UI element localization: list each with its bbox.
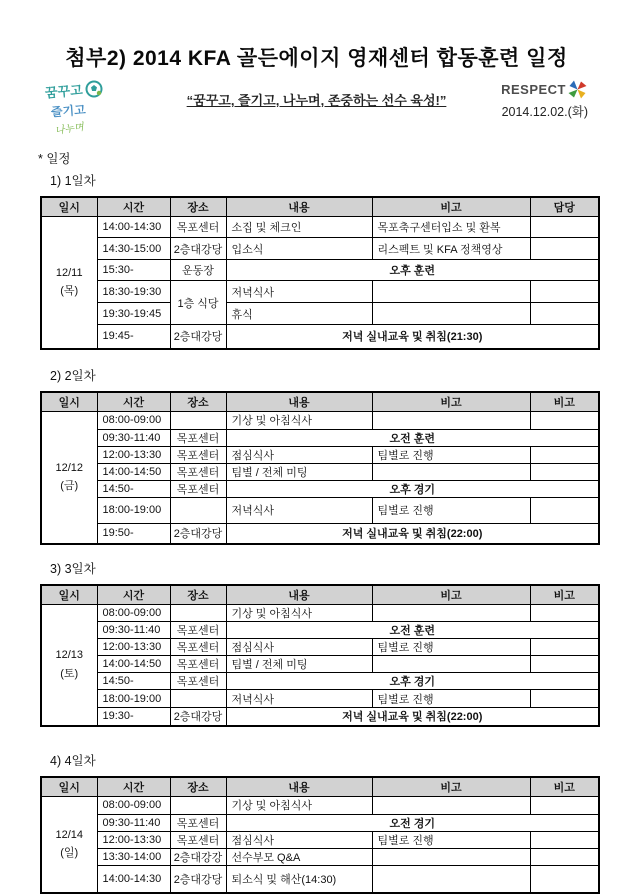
extra-cell	[530, 690, 599, 708]
schedule-table-day4	[40, 776, 600, 895]
table-row	[41, 865, 599, 893]
extra-cell	[530, 865, 599, 893]
document-header	[0, 78, 633, 136]
note-cell: 팀별로 진행	[372, 497, 530, 523]
merged-activity-cell: 오전 경기	[226, 814, 599, 831]
logo-text-line1: 꿈꾸고	[44, 82, 84, 101]
date-cell: 12/11 (목)	[41, 217, 97, 349]
column-header: 내용	[226, 197, 372, 217]
content-cell: 점심식사	[226, 446, 372, 463]
place-cell: 목포센터	[170, 480, 226, 497]
note-cell: 목포축구센터입소 및 환복	[372, 217, 530, 238]
place-cell: 2층대강강	[170, 848, 226, 865]
place-cell: 목포센터	[170, 622, 226, 639]
column-header: 일시	[41, 777, 97, 797]
extra-cell	[530, 303, 599, 325]
day-section-2	[0, 366, 633, 546]
date-cell: 12/14 (일)	[41, 796, 97, 893]
table-row	[41, 523, 599, 544]
schedule-table-day2	[40, 391, 600, 546]
column-header: 비고	[530, 585, 599, 605]
extra-cell	[530, 497, 599, 523]
note-cell	[372, 848, 530, 865]
column-header: 비고	[530, 392, 599, 412]
place-cell: 2층대강당	[170, 523, 226, 544]
page-title: 첨부2) 2014 KFA 골든에이지 영재센터 합동훈련 일정	[65, 47, 568, 70]
column-header: 담당	[530, 197, 599, 217]
table-row	[41, 656, 599, 673]
time-cell: 19:30-19:45	[97, 303, 170, 325]
column-header: 내용	[226, 585, 372, 605]
time-cell: 09:30-11:40	[97, 622, 170, 639]
extra-cell	[530, 411, 599, 429]
place-cell	[170, 690, 226, 708]
time-cell: 18:30-19:30	[97, 281, 170, 303]
merged-activity-cell: 오후 훈련	[226, 260, 599, 281]
table-row	[41, 463, 599, 480]
column-header: 시간	[97, 197, 170, 217]
content-cell: 휴식	[226, 303, 372, 325]
note-cell	[372, 463, 530, 480]
note-cell	[372, 281, 530, 303]
note-cell: 팀별로 진행	[372, 639, 530, 656]
table-row	[41, 848, 599, 865]
table-row	[41, 260, 599, 281]
place-cell: 목포센터	[170, 656, 226, 673]
table-row	[41, 605, 599, 622]
place-cell: 2층대강당	[170, 325, 226, 349]
table-row	[41, 217, 599, 238]
time-cell: 12:00-13:30	[97, 446, 170, 463]
column-header: 장소	[170, 392, 226, 412]
table-row	[41, 497, 599, 523]
logo-text-line2: 즐기고	[50, 102, 87, 119]
document-page	[0, 42, 633, 895]
respect-logo	[501, 80, 587, 99]
content-cell: 기상 및 아침식사	[226, 796, 372, 814]
place-cell: 목포센터	[170, 814, 226, 831]
note-cell: 리스펙트 및 KFA 정책영상	[372, 238, 530, 260]
column-header: 내용	[226, 392, 372, 412]
column-header: 시간	[97, 585, 170, 605]
date-cell: 12/13 (토)	[41, 605, 97, 726]
table-row	[41, 281, 599, 303]
time-cell: 14:50-	[97, 480, 170, 497]
merged-activity-cell: 오전 훈련	[226, 622, 599, 639]
time-cell: 14:00-14:30	[97, 865, 170, 893]
extra-cell	[530, 639, 599, 656]
extra-cell	[530, 656, 599, 673]
note-cell	[372, 656, 530, 673]
table-row	[41, 690, 599, 708]
respect-pinwheel-icon	[566, 81, 587, 98]
table-row	[41, 708, 599, 726]
note-cell	[372, 796, 530, 814]
table-row	[41, 639, 599, 656]
day-label-2: 2) 2일차	[50, 368, 96, 383]
column-header: 장소	[170, 585, 226, 605]
place-cell: 목포센터	[170, 463, 226, 480]
merged-activity-cell: 저녁 실내교육 및 취침(22:00)	[226, 708, 599, 726]
place-cell	[170, 497, 226, 523]
column-header: 일시	[41, 585, 97, 605]
table-row	[41, 446, 599, 463]
extra-cell	[530, 217, 599, 238]
merged-activity-cell: 오전 훈련	[226, 429, 599, 446]
time-cell: 18:00-19:00	[97, 497, 170, 523]
extra-cell	[530, 281, 599, 303]
time-cell: 09:30-11:40	[97, 814, 170, 831]
table-row	[41, 303, 599, 325]
column-header: 일시	[41, 197, 97, 217]
schedule-table-day3	[40, 584, 600, 727]
column-header: 장소	[170, 777, 226, 797]
table-row	[41, 831, 599, 848]
note-cell: 팀별로 진행	[372, 831, 530, 848]
place-cell: 목포센터	[170, 831, 226, 848]
content-cell: 점심식사	[226, 831, 372, 848]
time-cell: 19:45-	[97, 325, 170, 349]
note-cell	[372, 303, 530, 325]
time-cell: 08:00-09:00	[97, 796, 170, 814]
time-cell: 12:00-13:30	[97, 831, 170, 848]
time-cell: 08:00-09:00	[97, 411, 170, 429]
table-row	[41, 429, 599, 446]
note-cell	[372, 865, 530, 893]
table-row	[41, 796, 599, 814]
time-cell: 14:50-	[97, 673, 170, 690]
time-cell: 14:00-14:50	[97, 656, 170, 673]
content-cell: 저녁식사	[226, 281, 372, 303]
place-cell	[170, 605, 226, 622]
document-date: 2014.12.02.(화)	[501, 105, 588, 119]
schedule-heading: * 일정	[38, 152, 71, 166]
extra-cell	[530, 796, 599, 814]
place-cell: 목포센터	[170, 217, 226, 238]
content-cell: 저녁식사	[226, 690, 372, 708]
column-header: 시간	[97, 392, 170, 412]
note-cell: 팀별로 진행	[372, 446, 530, 463]
extra-cell	[530, 605, 599, 622]
note-cell	[372, 605, 530, 622]
column-header: 비고	[372, 392, 530, 412]
schedule-table-day1	[40, 196, 600, 350]
date-cell: 12/12 (금)	[41, 411, 97, 544]
content-cell: 저녁식사	[226, 497, 372, 523]
place-cell: 목포센터	[170, 429, 226, 446]
column-header: 비고	[372, 197, 530, 217]
extra-cell	[530, 463, 599, 480]
content-cell: 팀별 / 전체 미팅	[226, 463, 372, 480]
time-cell: 15:30-	[97, 260, 170, 281]
day-section-4	[0, 751, 633, 895]
time-cell: 14:30-15:00	[97, 238, 170, 260]
place-cell: 2층대강당	[170, 708, 226, 726]
column-header: 내용	[226, 777, 372, 797]
place-cell	[170, 411, 226, 429]
column-header: 시간	[97, 777, 170, 797]
day-label-4: 4) 4일차	[50, 753, 96, 768]
place-cell: 2층대강당	[170, 865, 226, 893]
table-row	[41, 622, 599, 639]
place-cell: 목포센터	[170, 446, 226, 463]
content-cell: 점심식사	[226, 639, 372, 656]
merged-activity-cell: 저녁 실내교육 및 취침(22:00)	[226, 523, 599, 544]
extra-cell	[530, 238, 599, 260]
time-cell: 19:50-	[97, 523, 170, 544]
content-cell: 선수부모 Q&A	[226, 848, 372, 865]
content-cell: 기상 및 아침식사	[226, 605, 372, 622]
extra-cell	[530, 831, 599, 848]
time-cell: 14:00-14:30	[97, 217, 170, 238]
merged-activity-cell: 오후 경기	[226, 673, 599, 690]
merged-activity-cell: 저녁 실내교육 및 취침(21:30)	[226, 325, 599, 349]
extra-cell	[530, 848, 599, 865]
time-cell: 14:00-14:50	[97, 463, 170, 480]
table-row	[41, 814, 599, 831]
content-cell: 입소식	[226, 238, 372, 260]
logo-text-line3: 나누며	[54, 121, 85, 137]
merged-activity-cell: 오후 경기	[226, 480, 599, 497]
table-row	[41, 325, 599, 349]
time-cell: 09:30-11:40	[97, 429, 170, 446]
time-cell: 12:00-13:30	[97, 639, 170, 656]
respect-logo-text: RESPECT	[501, 82, 566, 97]
content-cell: 소집 및 체크인	[226, 217, 372, 238]
time-cell: 08:00-09:00	[97, 605, 170, 622]
column-header: 비고	[372, 585, 530, 605]
content-cell: 퇴소식 및 해산(14:30)	[226, 865, 372, 893]
note-cell	[372, 411, 530, 429]
time-cell: 18:00-19:00	[97, 690, 170, 708]
document-slogan: “꿈꾸고, 즐기고, 나누며, 존중하는 선수 육성!”	[186, 93, 447, 108]
place-cell: 2층대강당	[170, 238, 226, 260]
table-row	[41, 238, 599, 260]
place-cell: 목포센터	[170, 639, 226, 656]
time-cell: 19:30-	[97, 708, 170, 726]
content-cell: 팀별 / 전체 미팅	[226, 656, 372, 673]
table-row	[41, 411, 599, 429]
column-header: 일시	[41, 392, 97, 412]
table-row	[41, 673, 599, 690]
column-header: 장소	[170, 197, 226, 217]
column-header: 비고	[372, 777, 530, 797]
content-cell: 기상 및 아침식사	[226, 411, 372, 429]
place-cell: 목포센터	[170, 673, 226, 690]
column-header: 비고	[530, 777, 599, 797]
day-section-1	[0, 171, 633, 350]
day-label-1: 1) 1일차	[50, 174, 96, 188]
table-row	[41, 480, 599, 497]
place-cell	[170, 796, 226, 814]
note-cell: 팀별로 진행	[372, 690, 530, 708]
place-cell: 1층 식당	[170, 281, 226, 325]
extra-cell	[530, 446, 599, 463]
time-cell: 13:30-14:00	[97, 848, 170, 865]
day-section-3	[0, 559, 633, 727]
day-label-3: 3) 3일차	[50, 562, 96, 576]
place-cell: 운동장	[170, 260, 226, 281]
